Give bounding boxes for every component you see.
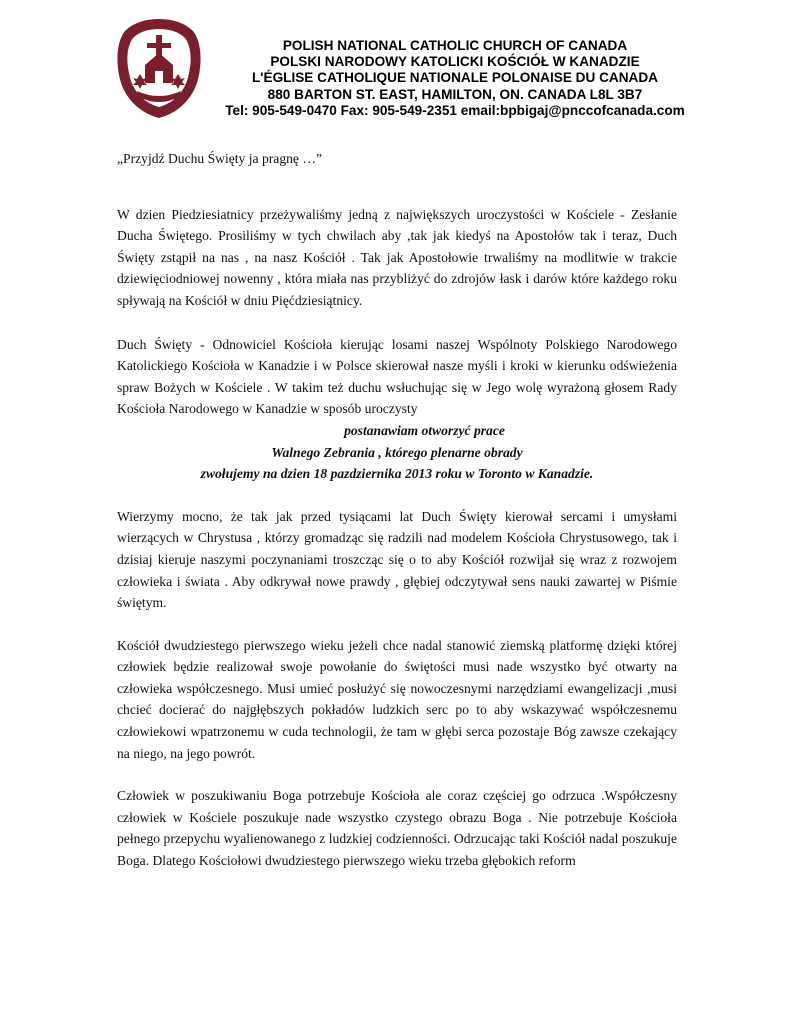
- letterhead-name-en: POLISH NATIONAL CATHOLIC CHURCH OF CANADA: [282, 38, 628, 53]
- declaration-line-1: postanawiam otworzyć prace: [344, 422, 505, 438]
- declaration-line-2: Walnego Zebrania , którego plenarne obrady: [271, 444, 523, 460]
- paragraph-1: W dzien Piedziesiatnicy przeżywaliśmy jedną z największych uroczystości w Kościele - Zesłanie Ducha Świętego. Prosiliśmy w tych chwilach aby ,tak jak kiedyś na Apostołów tak i teraz, Duch Święty zstąpił na nas , na nasz Kościół . Tak jak Apostołowie trwaliśmy na modlitwie w trakcie dziewięciodniowej nowenny , która miała nas przybliżyć do zdrojów łask i darów które każdego roku spływają na Kościół w dniu Pięćdziesiątnicy.: [117, 206, 677, 308]
- letter-body: [117, 148, 677, 872]
- greeting: „Przyjdź Duchu Święty ja pragnę …”: [117, 151, 322, 166]
- letterhead-address: 880 BARTON ST. EAST, HAMILTON, ON. CANADA L8L 3B7: [267, 86, 643, 102]
- church-crest-logo: [115, 17, 203, 120]
- letterhead-name-pl: POLSKI NARODOWY KATOLICKI KOŚCIÓŁ W KANADZIE: [270, 54, 640, 70]
- declaration-line-3: zwołujemy na dzien 18 pazdziernika 2013 roku w Toronto w Kanadzie.: [200, 466, 594, 482]
- letterhead-name-fr: L'ÉGLISE CATHOLIQUE NATIONALE POLONAISE DU CANADA: [251, 70, 658, 86]
- paragraph-2: Duch Święty - Odnowiciel Kościoła kierując losami naszej Wspólnoty Polskiego Narodowego Katolickiego Kościoła w Kanadzie i w Polsce skierował nasze myśli i kroki w kierunku odświeżenia spraw Bożych w Kościele . W takim też duchu wsłuchując się w Jego wolę wyrażoną głosem Rady Kościoła Narodowego w Kanadzie w sposób uroczysty: [117, 336, 677, 417]
- letterhead-contact: Tel: 905-549-0470 Fax: 905-549-2351 email:bpbigaj@pnccofcanada.com: [225, 102, 685, 118]
- paragraph-3: Wierzymy mocno, że tak jak przed tysiącami lat Duch Święty kierował sercami i umysłami wierzących w Chrystusa , którzy gromadząc się radzili nad modelem Kościoła Chrystusowego, tak i dzisiaj kieruje naszymi poczynaniami troszcząc się o to aby Kościół rozwijał się wraz z rozwojem człowieka i świata . Aby odkrywał nowe prawdy , głębiej odczytywał sens nauki zawartej w Piśmie świętym.: [117, 508, 677, 611]
- declaration: [117, 420, 677, 485]
- paragraph-5: Człowiek w poszukiwaniu Boga potrzebuje Kościoła ale coraz częściej go odrzuca .Współczesny człowiek w Kościele poszukuje nade wszystko czystego obrazu Boga . Nie potrzebuje Kościoła pełnego przepychu wyalienowanego z ludzkiej codzienności. Odrzucając taki Kościół nadal poszukuje Boga. Dlatego Kościołowi dwudziestego pierwszego wieku trzeba głębokich reform: [117, 788, 677, 869]
- paragraph-4: Kościół dwudziestego pierwszego wieku jeżeli chce nadal stanowić ziemską platformę dzięki której człowiek będzie realizował swoje powołanie do świętości musi nade wszystko być otwarty na człowieka współczesnego. Musi umieć posłużyć się nowoczesnymi narzędziami ewangelizacji ,musi chcieć docierać do najgłębszych pokładów ludzkich serc po to aby wskazywać współczesnemu człowiekowi wpatrzonemu w cuda technologii, że tam w głębi serca pozostaje Bóg zawsze czekający na niego, na jego powrót.: [117, 637, 677, 761]
- letterhead: [210, 38, 700, 119]
